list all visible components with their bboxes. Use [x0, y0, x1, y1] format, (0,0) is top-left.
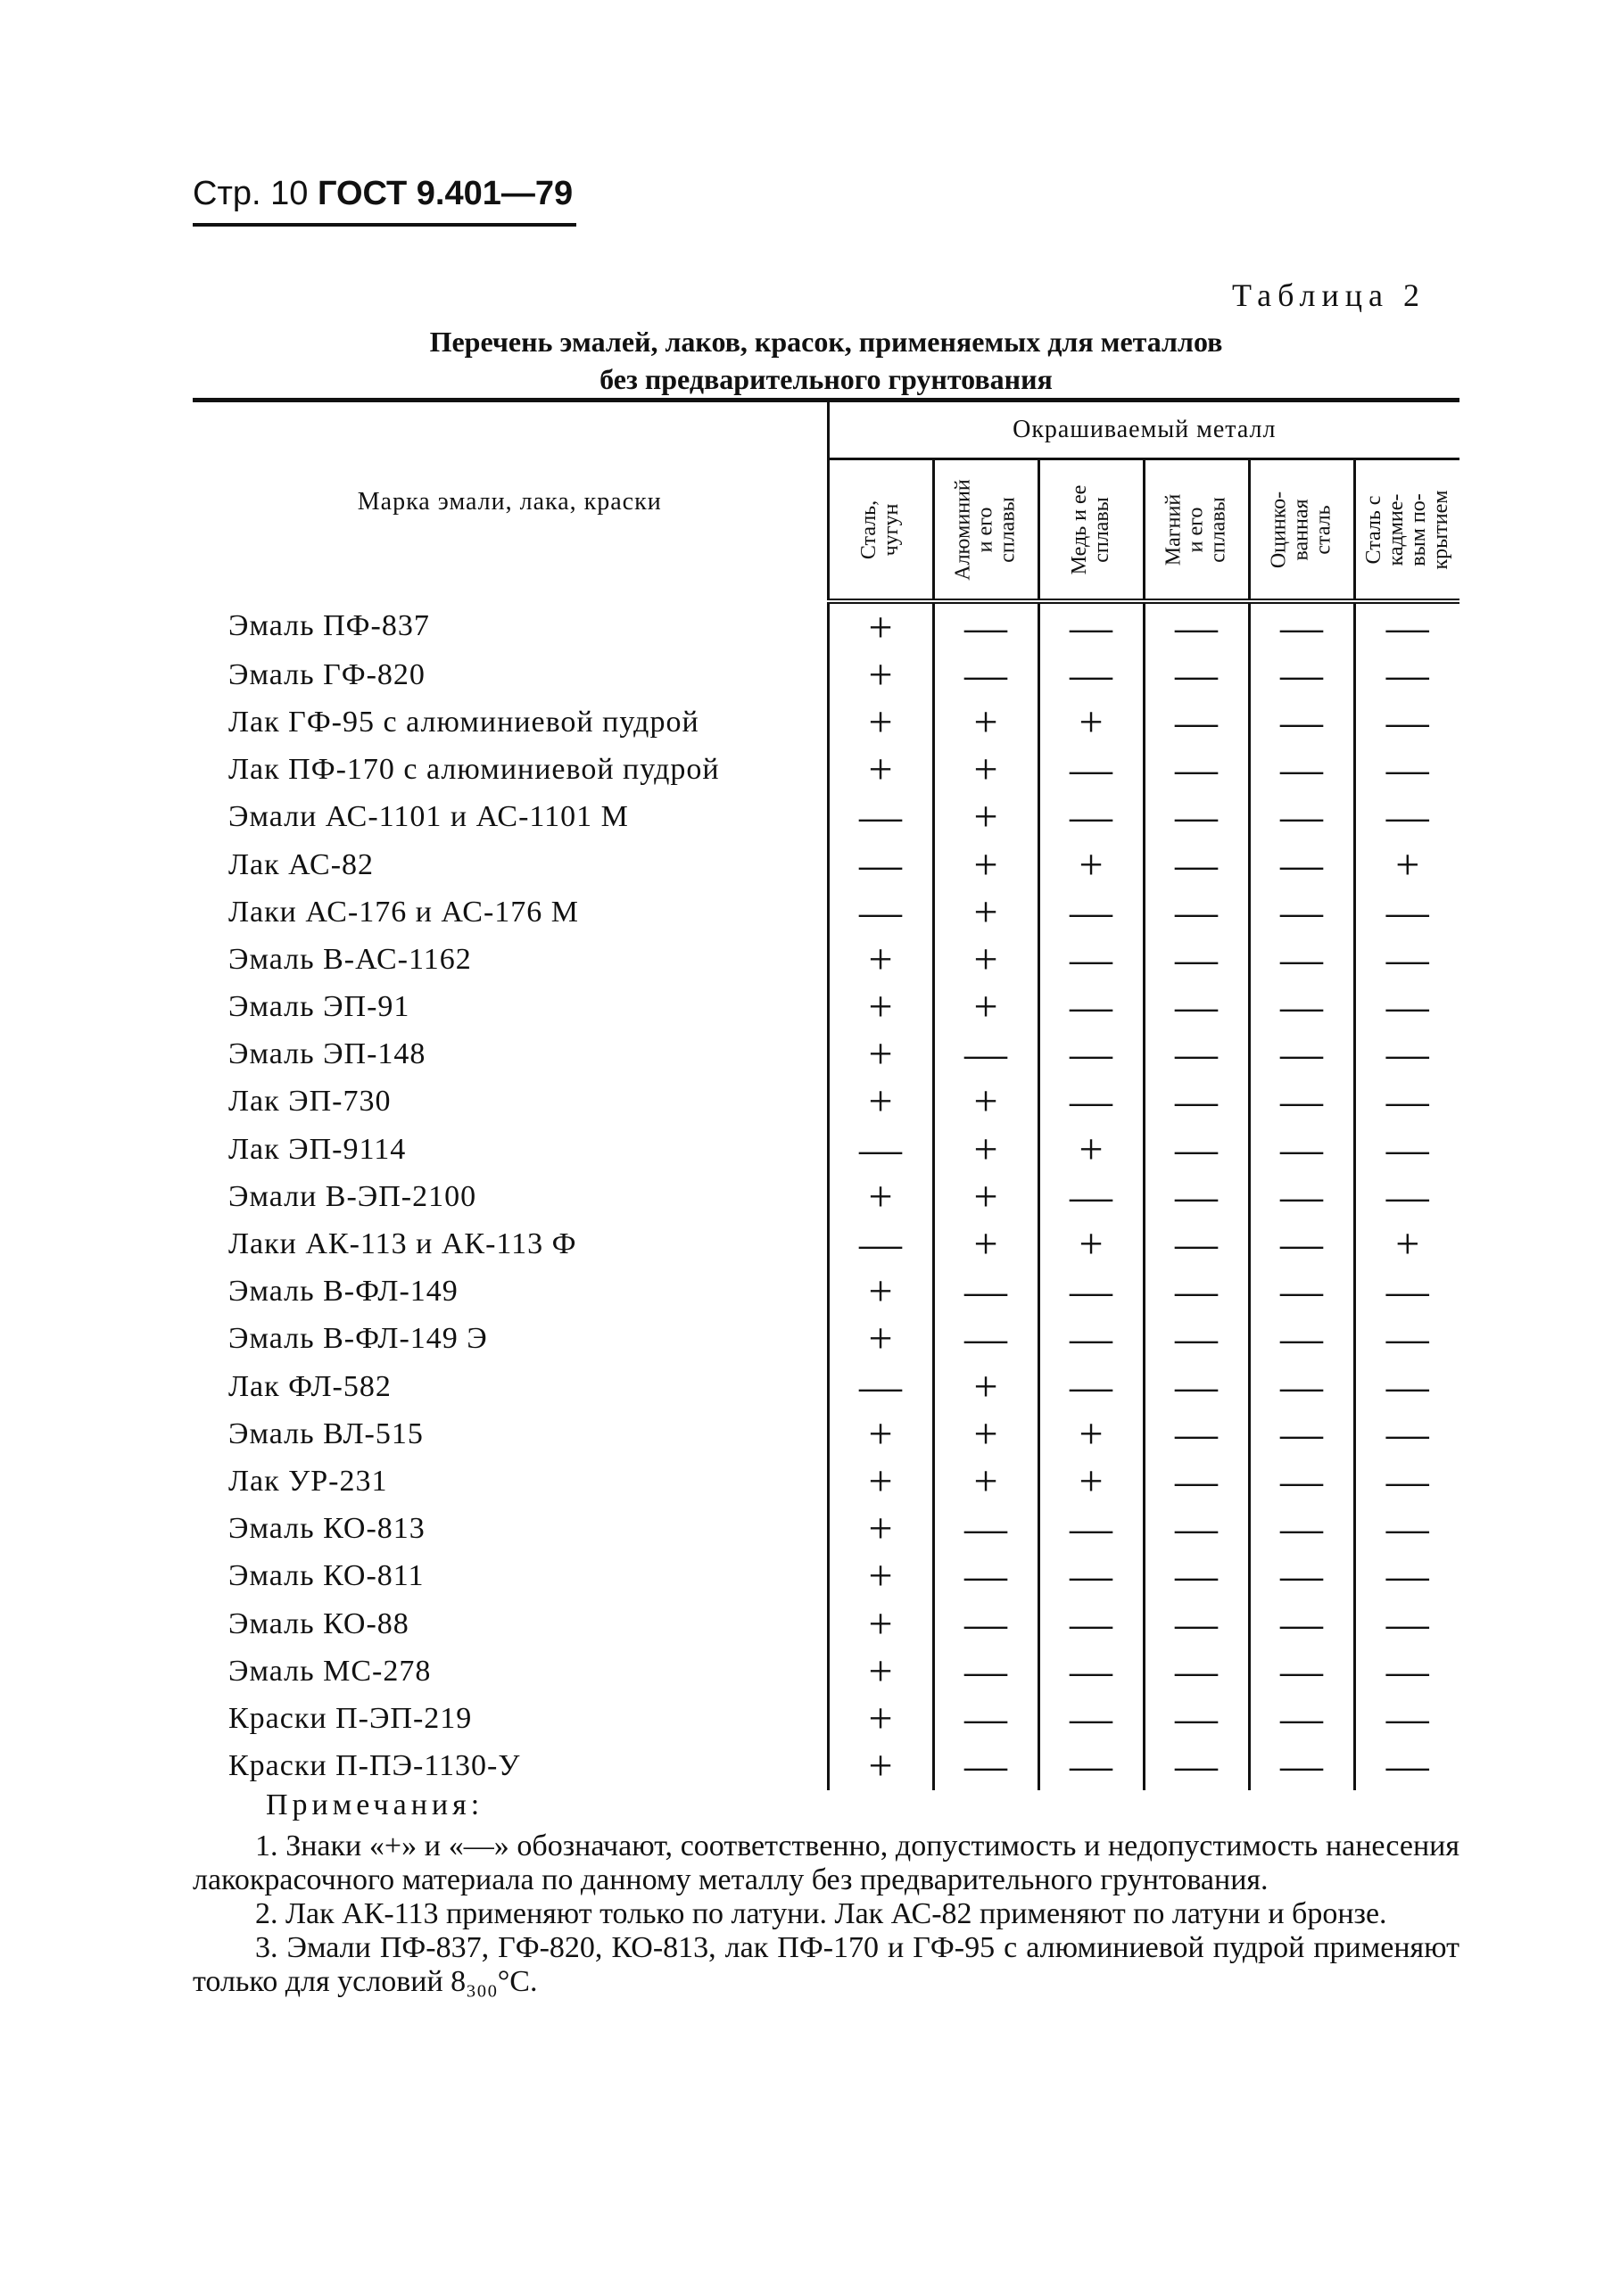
compatibility-mark: + [828, 1506, 933, 1553]
compatibility-mark: + [933, 747, 1038, 794]
compatibility-mark: — [1249, 651, 1354, 698]
compatibility-mark: — [1354, 888, 1459, 936]
metal-column-label: Оцинко- ванная сталь [1267, 491, 1335, 568]
compatibility-mark: — [1354, 1553, 1459, 1600]
notes-title: Примечания: [266, 1788, 484, 1821]
material-name: Эмали В-ЭП-2100 [228, 1179, 477, 1213]
table-row [193, 1173, 1459, 1220]
compatibility-mark: + [828, 698, 933, 746]
material-name: Лак ПФ-170 с алюминиевой пудрой [228, 753, 720, 787]
compatibility-mark: + [828, 747, 933, 794]
compatibility-mark: — [1354, 1410, 1459, 1458]
material-name: Эмаль КО-88 [228, 1606, 409, 1640]
compatibility-mark: + [828, 1031, 933, 1078]
compatibility-mark: — [1354, 1031, 1459, 1078]
compatibility-mark: — [1144, 1600, 1249, 1648]
compatibility-mark: + [828, 1316, 933, 1363]
metal-column-label: Алюминий и его сплавы [951, 478, 1020, 581]
compatibility-mark: — [933, 1743, 1038, 1790]
compatibility-mark: — [1144, 794, 1249, 841]
compatibility-mark: — [828, 888, 933, 936]
compatibility-mark: — [1249, 1600, 1354, 1648]
metal-column-header [1144, 459, 1249, 602]
compatibility-mark: + [933, 888, 1038, 936]
name-column-header: Марка эмали, лака, краски [193, 401, 828, 602]
compatibility-mark: — [1144, 936, 1249, 983]
compatibility-mark: — [1038, 1316, 1144, 1363]
compatibility-mark: — [1354, 1648, 1459, 1695]
table-row [193, 1220, 1459, 1268]
material-name: Краски П-ЭП-219 [228, 1701, 473, 1735]
compatibility-mark: — [1038, 651, 1144, 698]
compatibility-mark: — [1249, 1078, 1354, 1126]
compatibility-mark: — [1249, 1506, 1354, 1553]
compatibility-mark: — [828, 1220, 933, 1268]
compatibility-mark: + [1354, 1220, 1459, 1268]
compatibility-mark: — [1144, 1553, 1249, 1600]
compatibility-mark: — [1249, 841, 1354, 888]
compatibility-mark: — [1038, 1743, 1144, 1790]
compatibility-mark: — [1354, 984, 1459, 1031]
compatibility-mark: — [1249, 936, 1354, 983]
material-name: Лак ЭП-730 [228, 1085, 392, 1119]
compatibility-mark: — [1249, 1363, 1354, 1410]
metal-column-header [933, 459, 1038, 602]
compatibility-mark: — [1249, 1031, 1354, 1078]
table-row [193, 841, 1459, 888]
compatibility-mark: — [1354, 1743, 1459, 1790]
metal-column-header [828, 459, 933, 602]
table-row [193, 794, 1459, 841]
table-row [193, 747, 1459, 794]
header-rule [193, 223, 576, 227]
compatibility-mark: + [828, 1695, 933, 1742]
compatibility-mark: — [1038, 1695, 1144, 1742]
compatibility-mark: — [1038, 1600, 1144, 1648]
metal-column-label: Сталь, чугун [857, 500, 903, 559]
compatibility-mark: — [1249, 601, 1354, 651]
compatibility-mark: — [933, 1506, 1038, 1553]
page-header [193, 175, 573, 213]
material-name: Эмаль ГФ-820 [228, 657, 426, 691]
compatibility-mark: — [1038, 936, 1144, 983]
compatibility-mark: — [1249, 747, 1354, 794]
compatibility-mark: — [1144, 1126, 1249, 1173]
metal-column-label: Сталь с кадмие- вым по- крытием [1361, 490, 1452, 569]
compatibility-mark: — [1038, 1078, 1144, 1126]
compatibility-mark: — [1038, 794, 1144, 841]
table-row [193, 1506, 1459, 1553]
compatibility-mark: — [1249, 1410, 1354, 1458]
compatibility-mark: — [1144, 1031, 1249, 1078]
compatibility-mark: + [933, 1173, 1038, 1220]
metal-column-header [1249, 459, 1354, 602]
material-name: Лак ГФ-95 с алюминиевой пудрой [228, 705, 699, 739]
compatibility-mark: + [933, 1126, 1038, 1173]
compatibility-mark: — [933, 1316, 1038, 1363]
compatibility-mark: — [1354, 794, 1459, 841]
compatibility-mark: + [1038, 841, 1144, 888]
compatibility-mark: — [1354, 1458, 1459, 1505]
table-number: Таблица 2 [1232, 277, 1426, 313]
compatibility-mark: — [1354, 601, 1459, 651]
compatibility-mark: + [828, 1078, 933, 1126]
compatibility-mark: — [1249, 1268, 1354, 1316]
compatibility-mark: + [1038, 1410, 1144, 1458]
table-row [193, 1078, 1459, 1126]
table-row [193, 1031, 1459, 1078]
compatibility-mark: — [1144, 1173, 1249, 1220]
compatibility-mark: — [1038, 1648, 1144, 1695]
compatibility-mark: — [1144, 1458, 1249, 1505]
compatibility-mark: + [933, 794, 1038, 841]
compatibility-mark: — [1249, 794, 1354, 841]
compatibility-mark: — [1038, 1506, 1144, 1553]
material-name: Лак ФЛ-582 [228, 1369, 392, 1403]
compatibility-mark: — [1354, 1363, 1459, 1410]
compatibility-mark: — [1354, 698, 1459, 746]
compatibility-mark: — [1249, 1743, 1354, 1790]
compatibility-mark: — [1144, 1268, 1249, 1316]
compatibility-mark: + [828, 1173, 933, 1220]
coatings-table-container [193, 398, 1459, 1790]
compatibility-mark: — [1144, 1695, 1249, 1742]
material-name: Эмаль ПФ-837 [228, 609, 430, 643]
compatibility-mark: — [1249, 1553, 1354, 1600]
compatibility-mark: — [933, 1031, 1038, 1078]
compatibility-mark: — [1249, 1220, 1354, 1268]
table-row [193, 651, 1459, 698]
note-3: 3. Эмали ПФ-837, ГФ-820, КО-813, лак ПФ-170 и ГФ-95 с алюминиевой пудрой применяют только для условий 8₃₀₀°C. [193, 1931, 1459, 1998]
table-row [193, 1648, 1459, 1695]
compatibility-mark: + [933, 1410, 1038, 1458]
material-name: Лак АС-82 [228, 847, 375, 881]
compatibility-mark: — [1249, 698, 1354, 746]
compatibility-mark: — [1249, 1126, 1354, 1173]
coatings-table [193, 398, 1459, 1790]
standard-id: ГОСТ 9.401—79 [317, 175, 574, 212]
compatibility-mark: — [1144, 1363, 1249, 1410]
compatibility-mark: — [1354, 1600, 1459, 1648]
notes [193, 1788, 1459, 1999]
compatibility-mark: — [1144, 841, 1249, 888]
compatibility-mark: — [933, 651, 1038, 698]
compatibility-mark: — [1144, 601, 1249, 651]
compatibility-mark: — [933, 1268, 1038, 1316]
compatibility-mark: — [828, 794, 933, 841]
compatibility-mark: + [828, 651, 933, 698]
compatibility-mark: — [1038, 984, 1144, 1031]
compatibility-mark: — [1249, 888, 1354, 936]
compatibility-mark: + [1038, 1220, 1144, 1268]
compatibility-mark: — [1354, 1695, 1459, 1742]
compatibility-mark: — [1038, 601, 1144, 651]
table-row [193, 888, 1459, 936]
compatibility-mark: — [1354, 1316, 1459, 1363]
table-row [193, 1410, 1459, 1458]
note-2: 2. Лак АК-113 применяют только по латуни. Лак АС-82 применяют по латуни и бронзе. [255, 1897, 1387, 1930]
metal-column-header [1354, 459, 1459, 602]
material-name: Эмаль В-ФЛ-149 [228, 1275, 459, 1309]
material-name: Краски П-ПЭ-1130-У [228, 1749, 521, 1783]
compatibility-mark: — [1249, 1648, 1354, 1695]
compatibility-mark: — [1038, 888, 1144, 936]
table-row [193, 1695, 1459, 1742]
compatibility-mark: + [828, 1648, 933, 1695]
compatibility-mark: — [1354, 1173, 1459, 1220]
compatibility-mark: — [1249, 1458, 1354, 1505]
table-row [193, 1316, 1459, 1363]
compatibility-mark: + [933, 1078, 1038, 1126]
material-name: Эмаль В-ФЛ-149 Э [228, 1322, 488, 1356]
material-name: Эмаль КО-811 [228, 1559, 425, 1593]
compatibility-mark: + [828, 1268, 933, 1316]
compatibility-mark: + [828, 1600, 933, 1648]
material-name: Эмаль ЭП-91 [228, 990, 410, 1024]
material-name: Эмали АС-1101 и АС-1101 М [228, 800, 629, 834]
compatibility-mark: + [933, 984, 1038, 1031]
compatibility-mark: — [1354, 1506, 1459, 1553]
compatibility-mark: + [933, 1220, 1038, 1268]
material-name: Лаки АК-113 и АК-113 Ф [228, 1227, 577, 1261]
compatibility-mark: — [1354, 1268, 1459, 1316]
compatibility-mark: + [828, 936, 933, 983]
compatibility-mark: — [1038, 1031, 1144, 1078]
compatibility-mark: — [1354, 651, 1459, 698]
table-row [193, 1458, 1459, 1505]
material-name: Лак УР-231 [228, 1464, 388, 1498]
compatibility-mark: — [1144, 888, 1249, 936]
compatibility-mark: — [1144, 1506, 1249, 1553]
table-row [193, 1363, 1459, 1410]
compatibility-mark: — [828, 1363, 933, 1410]
page-number: Стр. 10 [193, 175, 309, 212]
compatibility-mark: — [1354, 747, 1459, 794]
compatibility-mark: + [933, 698, 1038, 746]
compatibility-mark: — [1144, 1743, 1249, 1790]
compatibility-mark: + [828, 1553, 933, 1600]
compatibility-mark: + [1354, 841, 1459, 888]
metal-column-label: Магний и его сплавы [1162, 493, 1230, 566]
compatibility-mark: — [933, 1648, 1038, 1695]
compatibility-mark: — [1144, 1220, 1249, 1268]
compatibility-mark: — [1144, 984, 1249, 1031]
table-row [193, 1268, 1459, 1316]
table-row [193, 984, 1459, 1031]
compatibility-mark: + [933, 936, 1038, 983]
compatibility-mark: — [1354, 1078, 1459, 1126]
compatibility-mark: + [828, 1410, 933, 1458]
compatibility-mark: + [933, 1363, 1038, 1410]
metal-column-label: Медь и ее сплавы [1068, 484, 1113, 574]
material-name: Эмаль МС-278 [228, 1654, 432, 1688]
compatibility-mark: + [828, 601, 933, 651]
compatibility-mark: + [1038, 698, 1144, 746]
compatibility-mark: — [1144, 747, 1249, 794]
compatibility-mark: + [828, 1458, 933, 1505]
compatibility-mark: — [1038, 747, 1144, 794]
compatibility-mark: — [1354, 936, 1459, 983]
compatibility-mark: — [1038, 1268, 1144, 1316]
table-title-line-2: без предварительного грунтования [599, 363, 1053, 395]
compatibility-mark: — [1144, 698, 1249, 746]
compatibility-mark: — [828, 1126, 933, 1173]
material-name: Эмаль ВЛ-515 [228, 1416, 424, 1450]
table-row [193, 1126, 1459, 1173]
compatibility-mark: + [828, 984, 933, 1031]
material-name: Эмаль КО-813 [228, 1512, 426, 1546]
compatibility-mark: — [933, 1600, 1038, 1648]
compatibility-mark: — [1144, 1648, 1249, 1695]
compatibility-mark: — [828, 841, 933, 888]
table-title-line-1: Перечень эмалей, лаков, красок, применяемых для металлов [429, 326, 1223, 358]
compatibility-mark: + [933, 841, 1038, 888]
compatibility-mark: — [1038, 1173, 1144, 1220]
compatibility-mark: — [1249, 1695, 1354, 1742]
table-row [193, 1743, 1459, 1790]
compatibility-mark: — [1144, 651, 1249, 698]
compatibility-mark: + [933, 1458, 1038, 1505]
material-name: Лак ЭП-9114 [228, 1132, 407, 1166]
table-row [193, 698, 1459, 746]
compatibility-mark: — [933, 1553, 1038, 1600]
note-1: 1. Знаки «+» и «—» обозначают, соответственно, допустимость и недопустимость нанесения лакокрасочного материала по данному металлу без предварительного грунтования. [193, 1829, 1459, 1896]
material-name: Эмаль В-АС-1162 [228, 942, 472, 976]
compatibility-mark: — [1249, 1316, 1354, 1363]
metal-column-header [1038, 459, 1144, 602]
compatibility-mark: + [828, 1743, 933, 1790]
compatibility-mark: — [1144, 1316, 1249, 1363]
metal-group-header: Окрашиваемый металл [828, 401, 1459, 459]
compatibility-mark: — [933, 601, 1038, 651]
compatibility-mark: — [1038, 1553, 1144, 1600]
compatibility-mark: — [1249, 984, 1354, 1031]
compatibility-mark: — [1144, 1410, 1249, 1458]
table-row [193, 1553, 1459, 1600]
table-row [193, 936, 1459, 983]
compatibility-mark: — [1354, 1126, 1459, 1173]
compatibility-mark: + [1038, 1126, 1144, 1173]
compatibility-mark: — [1038, 1363, 1144, 1410]
table-row [193, 1600, 1459, 1648]
compatibility-mark: + [1038, 1458, 1144, 1505]
table-row [193, 601, 1459, 651]
compatibility-mark: — [1144, 1078, 1249, 1126]
material-name: Лаки АС-176 и АС-176 М [228, 895, 580, 929]
compatibility-mark: — [1249, 1173, 1354, 1220]
table-title [193, 323, 1459, 398]
compatibility-mark: — [933, 1695, 1038, 1742]
material-name: Эмаль ЭП-148 [228, 1037, 426, 1071]
